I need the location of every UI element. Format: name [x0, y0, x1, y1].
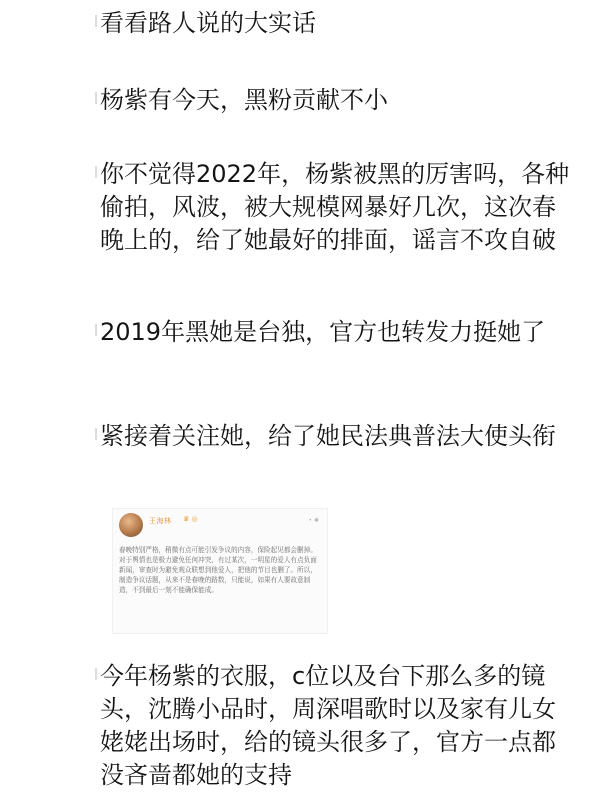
post-time: • ✱ [308, 517, 319, 524]
embedded-post-screenshot[interactable] [112, 508, 328, 634]
quote-bar [95, 166, 97, 178]
quote-bar [95, 324, 97, 336]
comment-text: 你不觉得2022年，杨紫被黑的厉害吗，各种偷拍，风波，被大规模网暴好几次，这次春晚上的，给了她最好的排面，谣言不攻自破 [100, 160, 570, 254]
author-avatar [119, 513, 143, 537]
comment-text: 看看路人说的大实话 [100, 9, 316, 37]
quote-bar [95, 92, 97, 104]
quote-bar [95, 15, 97, 27]
comment-text: 紧接着关注她，给了她民法典普法大使头衔 [100, 422, 556, 450]
quote-bar [95, 668, 97, 680]
author-name: 王海林 [149, 517, 172, 525]
comment-6 [100, 660, 570, 792]
comment-2 [100, 84, 570, 117]
comment-text: 今年杨紫的衣服，c位以及台下那么多的镜头，沈腾小品时，周深唱歌时以及家有儿女姥姥出场时，给的镜头很多了，官方一点都没吝啬都她的支持 [100, 662, 556, 789]
comment-text: 杨紫有今天，黑粉贡献不小 [100, 86, 388, 114]
comment-1 [100, 7, 570, 40]
quote-bar [95, 428, 97, 440]
verified-badge-icon: ♛ ◎ [183, 515, 198, 523]
post-body: 春晚特别严格，稍微有点可能引发争议的内容，保险起见都会删掉。对于舆情也是极力避免任何冲突，有过某次，一明星的爱人有点负面新闻，审查时为避免观众联想到他爱人，把他的节目也删了。所以，制造争议话题，从来不是春晚的路数，只能说，如果有人要故意制造，不到最后一刻不能确保能成。 [119, 546, 317, 594]
comment-3 [100, 158, 570, 257]
comment-5 [100, 420, 570, 453]
comment-text: 2019年黑她是台独，官方也转发力挺她了 [100, 318, 546, 346]
comment-4 [100, 316, 570, 349]
